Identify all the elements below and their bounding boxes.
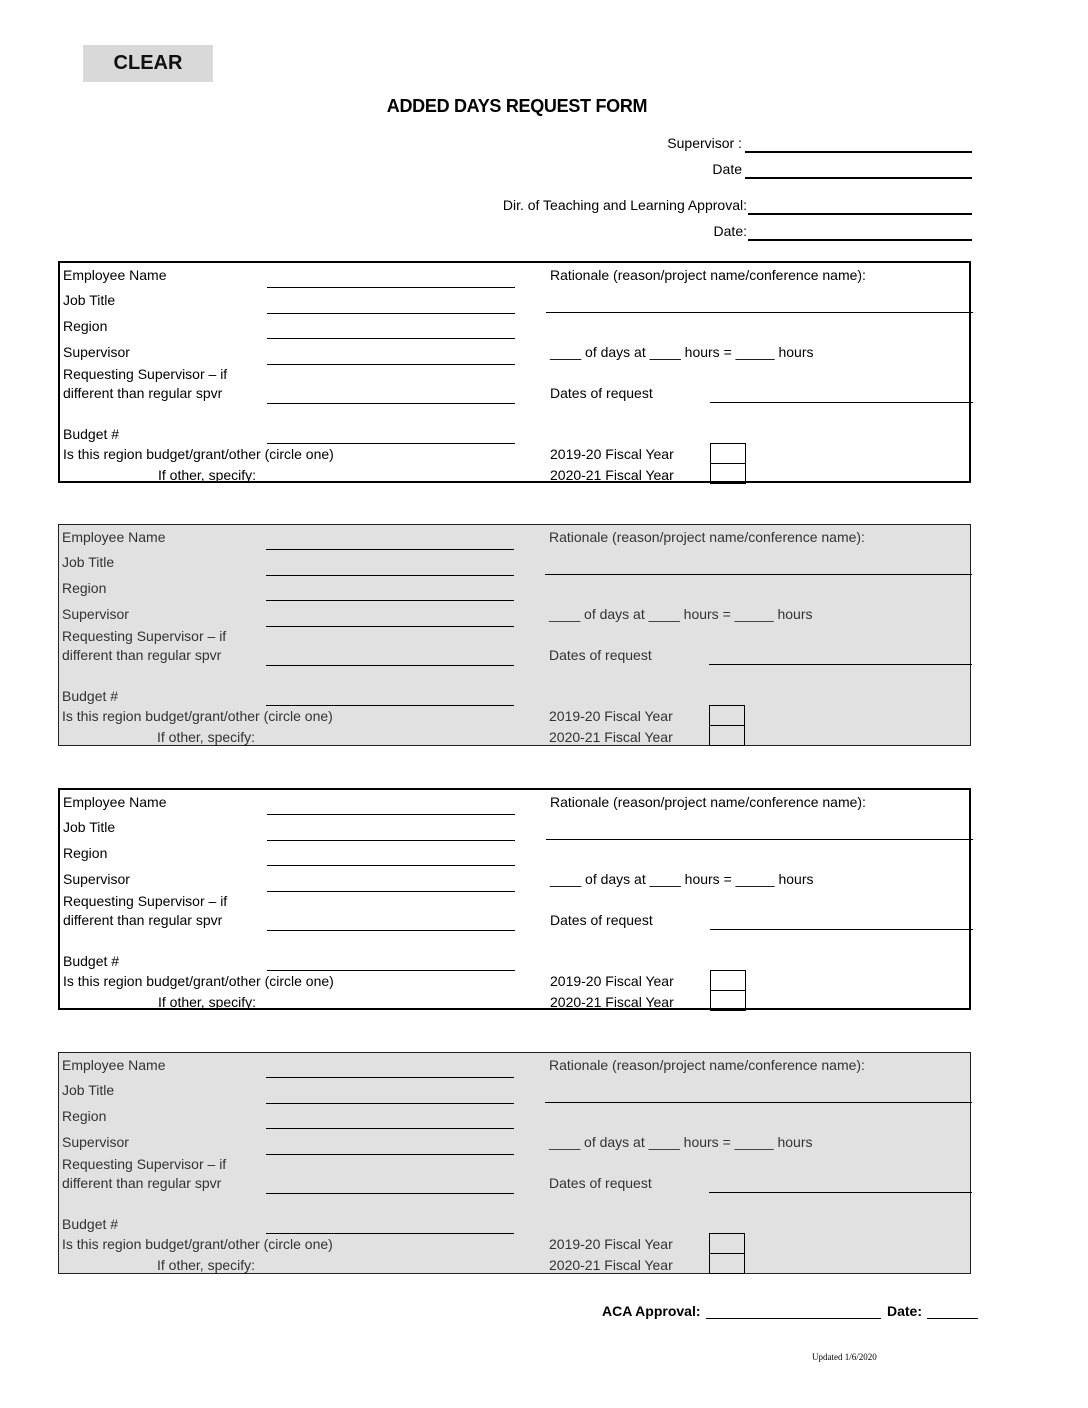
supervisor-signature-line[interactable] (745, 151, 972, 153)
lbl-requesting-supervisor-2: different than regular spvr (63, 385, 223, 401)
supervisor-label: Supervisor : (667, 135, 742, 151)
lbl-fiscal-year-1: 2019-20 Fiscal Year (550, 446, 674, 462)
requesting-supervisor-field[interactable] (266, 665, 514, 666)
lbl-rationale: Rationale (reason/project name/conference name): (549, 1057, 865, 1073)
date-line-2[interactable] (748, 239, 972, 241)
employee-name-field[interactable] (266, 1077, 514, 1078)
lbl-region: Region (62, 580, 107, 596)
lbl-rationale: Rationale (reason/project name/conference name): (550, 267, 866, 283)
lbl-if-other: If other, specify: (158, 994, 257, 1010)
lbl-employee-name: Employee Name (62, 529, 166, 545)
employee-name-field[interactable] (267, 287, 515, 288)
fiscal-year-2019-20-checkbox[interactable] (710, 970, 746, 991)
lbl-if-other: If other, specify: (157, 729, 256, 745)
lbl-requesting-supervisor-2: different than regular spvr (62, 1175, 222, 1191)
fiscal-year-2020-21-checkbox[interactable] (709, 725, 745, 746)
lbl-budget-type: Is this region budget/grant/other (circle one) (63, 973, 334, 989)
dates-of-request-field[interactable] (710, 402, 973, 403)
lbl-region: Region (63, 845, 108, 861)
director-approval-line[interactable] (748, 213, 972, 215)
requesting-supervisor-field[interactable] (266, 1193, 514, 1194)
lbl-fiscal-year-2: 2020-21 Fiscal Year (550, 994, 674, 1010)
lbl-rationale: Rationale (reason/project name/conference name): (549, 529, 865, 545)
lbl-budget: Budget # (62, 1216, 119, 1232)
footer-date-label: Date: (887, 1303, 923, 1319)
region-field[interactable] (267, 865, 515, 866)
employee-name-field[interactable] (267, 814, 515, 815)
lbl-dates-of-request: Dates of request (550, 385, 653, 401)
lbl-supervisor: Supervisor (62, 606, 129, 622)
lbl-if-other: If other, specify: (158, 467, 257, 483)
job-title-field[interactable] (266, 575, 514, 576)
region-field[interactable] (266, 600, 514, 601)
budget-number-field[interactable] (266, 1233, 514, 1234)
fiscal-year-2019-20-checkbox[interactable] (710, 443, 746, 464)
lbl-fiscal-year-2: 2020-21 Fiscal Year (550, 467, 674, 483)
request-block-3 (58, 788, 971, 1010)
footer-date-line[interactable] (927, 1318, 978, 1319)
lbl-supervisor: Supervisor (63, 871, 130, 887)
date-line-1[interactable] (745, 177, 972, 179)
lbl-region: Region (62, 1108, 107, 1124)
job-title-field[interactable] (267, 313, 515, 314)
section-divider (546, 312, 973, 313)
region-field[interactable] (267, 338, 515, 339)
updated-note: Updated 1/6/2020 (812, 1352, 877, 1362)
lbl-budget-type: Is this region budget/grant/other (circle one) (62, 708, 333, 724)
lbl-fiscal-year-2: 2020-21 Fiscal Year (549, 1257, 673, 1273)
clear-button[interactable]: CLEAR (83, 45, 213, 82)
region-field[interactable] (266, 1128, 514, 1129)
lbl-job-title: Job Title (63, 819, 116, 835)
lbl-budget: Budget # (63, 953, 120, 969)
lbl-fiscal-year-2: 2020-21 Fiscal Year (549, 729, 673, 745)
form-title: ADDED DAYS REQUEST FORM (386, 96, 648, 116)
lbl-if-other: If other, specify: (157, 1257, 256, 1273)
section-divider (545, 1102, 972, 1103)
supervisor-field[interactable] (266, 1154, 514, 1155)
lbl-budget: Budget # (62, 688, 119, 704)
aca-approval-line[interactable] (706, 1318, 881, 1319)
lbl-requesting-supervisor-1: Requesting Supervisor – if (63, 893, 228, 909)
lbl-requesting-supervisor-1: Requesting Supervisor – if (62, 628, 227, 644)
lbl-supervisor: Supervisor (62, 1134, 129, 1150)
fiscal-year-2020-21-checkbox[interactable] (710, 463, 746, 484)
lbl-employee-name: Employee Name (62, 1057, 166, 1073)
budget-number-field[interactable] (267, 443, 515, 444)
request-block-4 (58, 1052, 971, 1274)
lbl-requesting-supervisor-2: different than regular spvr (62, 647, 222, 663)
lbl-dates-of-request: Dates of request (549, 1175, 652, 1191)
date-label-1: Date (712, 161, 742, 177)
budget-number-field[interactable] (267, 970, 515, 971)
lbl-employee-name: Employee Name (63, 794, 167, 810)
lbl-budget-type: Is this region budget/grant/other (circle one) (62, 1236, 333, 1252)
fiscal-year-2020-21-checkbox[interactable] (710, 990, 746, 1011)
fiscal-year-2020-21-checkbox[interactable] (709, 1253, 745, 1274)
lbl-region: Region (63, 318, 108, 334)
budget-number-field[interactable] (266, 705, 514, 706)
lbl-requesting-supervisor-1: Requesting Supervisor – if (63, 366, 228, 382)
lbl-rationale: Rationale (reason/project name/conference name): (550, 794, 866, 810)
section-divider (545, 574, 972, 575)
supervisor-field[interactable] (267, 364, 515, 365)
request-block-1 (58, 261, 971, 483)
supervisor-field[interactable] (267, 891, 515, 892)
director-approval-label: Dir. of Teaching and Learning Approval: (502, 197, 747, 213)
lbl-days-hours: ____ of days at ____ hours = _____ hours (550, 344, 814, 360)
lbl-requesting-supervisor-1: Requesting Supervisor – if (62, 1156, 227, 1172)
requesting-supervisor-field[interactable] (267, 403, 515, 404)
request-block-2 (58, 524, 971, 746)
requesting-supervisor-field[interactable] (267, 930, 515, 931)
dates-of-request-field[interactable] (709, 664, 972, 665)
lbl-requesting-supervisor-2: different than regular spvr (63, 912, 223, 928)
lbl-budget: Budget # (63, 426, 120, 442)
supervisor-field[interactable] (266, 626, 514, 627)
date-label-2: Date: (713, 223, 747, 239)
job-title-field[interactable] (267, 840, 515, 841)
fiscal-year-2019-20-checkbox[interactable] (709, 705, 745, 726)
lbl-job-title: Job Title (62, 1082, 115, 1098)
lbl-days-hours: ____ of days at ____ hours = _____ hours (549, 1134, 813, 1150)
job-title-field[interactable] (266, 1103, 514, 1104)
lbl-job-title: Job Title (63, 292, 116, 308)
lbl-days-hours: ____ of days at ____ hours = _____ hours (549, 606, 813, 622)
lbl-fiscal-year-1: 2019-20 Fiscal Year (549, 708, 673, 724)
lbl-supervisor: Supervisor (63, 344, 130, 360)
lbl-dates-of-request: Dates of request (550, 912, 653, 928)
dates-of-request-field[interactable] (709, 1192, 972, 1193)
lbl-job-title: Job Title (62, 554, 115, 570)
section-divider (546, 839, 973, 840)
employee-name-field[interactable] (266, 549, 514, 550)
lbl-dates-of-request: Dates of request (549, 647, 652, 663)
dates-of-request-field[interactable] (710, 929, 973, 930)
lbl-fiscal-year-1: 2019-20 Fiscal Year (550, 973, 674, 989)
lbl-fiscal-year-1: 2019-20 Fiscal Year (549, 1236, 673, 1252)
lbl-budget-type: Is this region budget/grant/other (circle one) (63, 446, 334, 462)
fiscal-year-2019-20-checkbox[interactable] (709, 1233, 745, 1254)
lbl-days-hours: ____ of days at ____ hours = _____ hours (550, 871, 814, 887)
lbl-employee-name: Employee Name (63, 267, 167, 283)
aca-approval-label: ACA Approval: (602, 1303, 701, 1319)
